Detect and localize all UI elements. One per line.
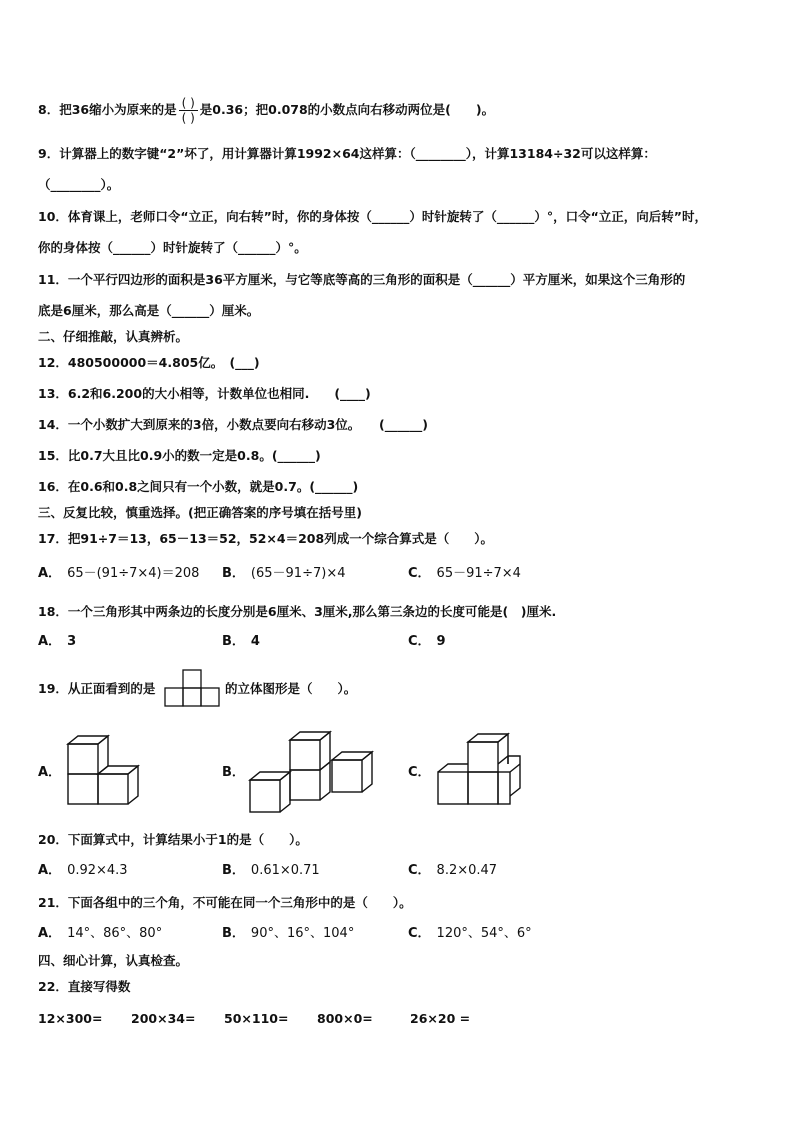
q8-fraction-denominator: ( ) (181, 111, 195, 125)
q21-option-c-label: C． (408, 926, 431, 941)
question-10-line2: 你的身体按（______）时针旋转了（______）°。 (38, 240, 307, 255)
q18-option-b[interactable] (222, 634, 260, 650)
q19-option-b-label: B． (222, 765, 245, 780)
q17-option-a[interactable] (38, 566, 199, 582)
q18-option-b-text: 4 (250, 634, 260, 649)
section-4-heading: 四、细心计算，认真检查。 (38, 953, 189, 968)
question-20-stem: 20．下面算式中，计算结果小于1的是（ ）。 (38, 832, 308, 847)
q21-option-b[interactable] (222, 926, 354, 942)
calc-item-4: 800×0= (317, 1011, 373, 1026)
question-9-line1: 9．计算器上的数字键“2”坏了，用计算器计算1992×64这样算：（________），计算13184÷32可以这样算： (38, 146, 656, 161)
q20-option-b-label: B． (222, 863, 245, 878)
q18-option-c-label: C． (408, 634, 431, 649)
q20-option-b[interactable] (222, 863, 320, 879)
section-2-heading: 二、仔细推敲，认真辨析。 (38, 329, 189, 344)
q21-option-a-label: A． (38, 926, 62, 941)
question-11-line1: 11．一个平行四边形的面积是36平方厘米，与它等底等高的三角形的面积是（______）平方厘米，如果这个三角形的 (38, 272, 686, 287)
question-13: 13．6.2和6.200的大小相等，计数单位也相同. (____) (38, 386, 371, 401)
q18-option-c[interactable] (408, 634, 446, 650)
q20-option-c[interactable] (408, 863, 497, 879)
q17-option-c-text: 65－91÷7×4 (436, 566, 521, 581)
question-18-stem: 18．一个三角形其中两条边的长度分别是6厘米、3厘米,那么第三条边的长度可能是( )厘米. (38, 604, 557, 619)
q17-option-a-text: 65－(91÷7×4)＝208 (67, 566, 200, 581)
q21-option-b-text: 90°、16°、104° (250, 926, 355, 941)
q18-option-a-label: A． (38, 634, 62, 649)
q17-option-c[interactable] (408, 566, 521, 582)
q20-option-b-text: 0.61×0.71 (250, 863, 320, 878)
calc-item-1: 12×300= (38, 1011, 103, 1026)
q21-option-a-text: 14°、86°、80° (67, 926, 163, 941)
q21-option-b-label: B． (222, 926, 245, 941)
q19-option-a-cubes[interactable] (58, 730, 148, 812)
question-16: 16．在0.6和0.8之间只有一个小数，就是0.7。(______) (38, 479, 359, 494)
q8-text-a: 8．把36缩小为原来的是 (38, 102, 177, 117)
question-10-line1: 10．体育课上，老师口令“立正，向右转”时，你的身体按（______）时针旋转了（______）°，口令“立正，向后转”时， (38, 209, 708, 224)
q20-option-c-label: C． (408, 863, 431, 878)
section-3-heading: 三、反复比较，慎重选择。(把正确答案的序号填在括号里) (38, 505, 362, 520)
question-14: 14．一个小数扩大到原来的3倍，小数点要向右移动3位。 (______) (38, 417, 428, 432)
q17-option-b-label: B． (222, 566, 245, 581)
calc-item-5: 26×20 = (410, 1011, 471, 1026)
q17-option-a-label: A． (38, 566, 62, 581)
q19-option-a-label: A． (38, 765, 62, 780)
question-21-stem: 21．下面各组中的三个角，不可能在同一个三角形中的是（ ）。 (38, 895, 412, 910)
question-15: 15．比0.7大且比0.9小的数一定是0.8。(______) (38, 448, 321, 463)
q20-option-a-label: A． (38, 863, 62, 878)
question-19-stem-b: 的立体图形是（ ）。 (225, 681, 357, 696)
question-8 (38, 96, 494, 125)
q18-option-b-label: B． (222, 634, 245, 649)
q8-text-b: 是0.36；把0.078的小数点向右移动两位是( )。 (199, 102, 495, 117)
q19-option-b-cubes[interactable] (244, 728, 378, 820)
q18-option-a[interactable] (38, 634, 76, 650)
q19-option-c-cubes[interactable] (432, 728, 528, 812)
q8-fraction-numerator: ( ) (179, 96, 198, 111)
q18-option-c-text: 9 (436, 634, 446, 649)
q8-fraction (179, 96, 198, 125)
q17-option-c-label: C． (408, 566, 431, 581)
calc-item-3: 50×110= (224, 1011, 289, 1026)
q20-option-a[interactable] (38, 863, 128, 879)
question-19-stem-a: 19．从正面看到的是 (38, 681, 156, 696)
question-22-stem: 22．直接写得数 (38, 979, 131, 994)
q20-option-a-text: 0.92×4.3 (67, 863, 128, 878)
q19-option-c-label: C． (408, 765, 431, 780)
q21-option-c[interactable] (408, 926, 532, 942)
calc-item-2: 200×34= (131, 1011, 196, 1026)
question-12: 12．480500000＝4.805亿。 (___) (38, 355, 260, 370)
q17-option-b-text: (65－91÷7)×4 (250, 566, 346, 581)
q18-option-a-text: 3 (67, 634, 77, 649)
front-view-figure (163, 668, 223, 710)
q21-option-c-text: 120°、54°、6° (436, 926, 532, 941)
question-9-line2: （________）。 (38, 177, 120, 192)
q21-option-a[interactable] (38, 926, 162, 942)
question-11-line2: 底是6厘米，那么高是（______）厘米。 (38, 303, 260, 318)
question-17-stem: 17．把91÷7＝13，65－13＝52，52×4＝208列成一个综合算式是（ ）。 (38, 531, 493, 546)
q17-option-b[interactable] (222, 566, 345, 582)
q20-option-c-text: 8.2×0.47 (436, 863, 498, 878)
